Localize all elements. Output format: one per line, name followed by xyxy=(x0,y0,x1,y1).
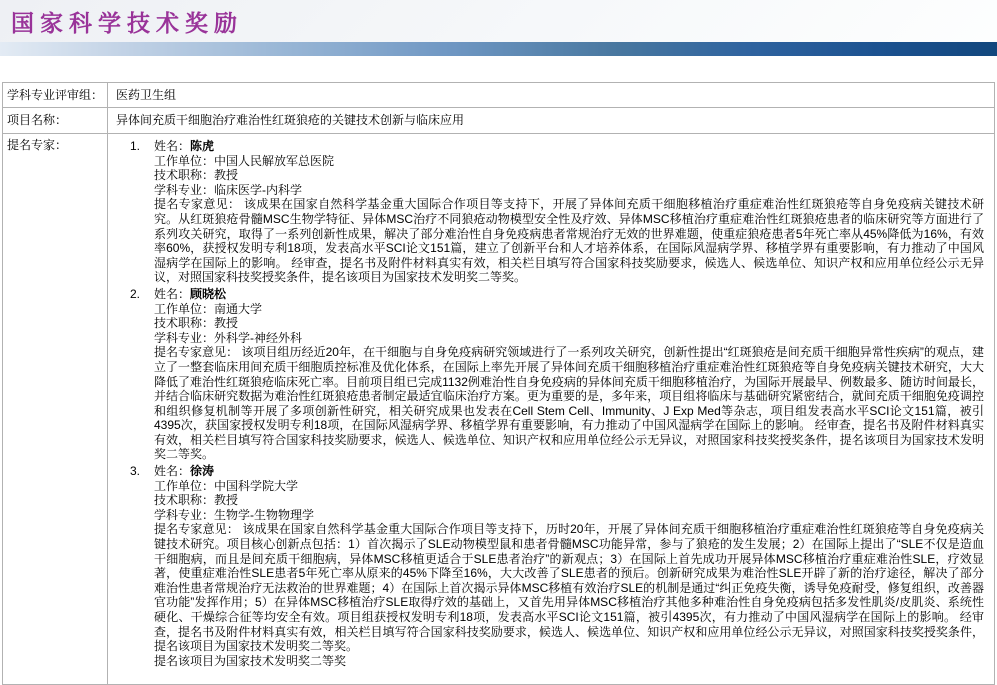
workunit-label: 工作单位： xyxy=(154,478,215,493)
expert-workunit-line xyxy=(154,154,984,169)
page-header xyxy=(0,0,997,42)
expert-major-line xyxy=(154,183,984,198)
expert-title: 教授 xyxy=(214,168,239,183)
expert-workunit-line xyxy=(154,302,984,317)
expert-body xyxy=(154,139,984,285)
expert-item-2 xyxy=(116,287,984,462)
expert-major: 外科学-神经外科 xyxy=(214,330,303,345)
opinion-label: 提名专家意见： xyxy=(154,197,241,212)
expert-workunit: 南通大学 xyxy=(214,301,263,316)
major-label: 学科专业： xyxy=(154,330,215,345)
workunit-label: 工作单位： xyxy=(154,153,215,168)
opinion-label: 提名专家意见： xyxy=(154,345,239,360)
opinion-text: 该项目组历经近20年，在干细胞与自身免疫病研究领域进行了一系列攻关研究，创新性提出“红斑狼疮是间充质干细胞异常性疾病”的观点，建立了一整套临床用间充质干细胞质控标准及优化体系，在国际上率先开展了异体间充质干细胞移植治疗重症难治性红斑狼疮等自身免疫病关键技术研究，大大降低了难治性红斑狼疮临床死亡率。目前项目组已完成1132例难治性自身免疫病的异体间充质干细胞移植治疗，为国际开展最早、例数最多、随访时间最长，并结合临床研究数据为难治性红斑狼疮患者制定最适宜临床治疗方案。更为重要的是，多年来，项目组将临床与基础研究紧密结合，就间充质干细胞免疫调控和组织修复机制等开展了多项创新性研究，相关研究成果也发表在Cell Stem Cell、Immunity、J Exp Med等杂志，项目组发表高水平SCI论文151篇，被引4395次，获国家授权发明专利18项，在国际风湿病学界、移植学界有重要影响，有力推动了中国风湿病学在国际上的影响。 经审查，提名书及附件材料真实有效，相关栏目填写符合国家科技奖励要求，候选人、候选单位、知识产权和应用单位经公示无异议，对照国家科技奖授奖条件，提名该项目为国家技术发明奖二等奖。 xyxy=(154,345,984,462)
name-label: 姓名： xyxy=(154,139,191,153)
expert-name-line xyxy=(154,287,984,302)
expert-name: 陈虎 xyxy=(190,139,215,153)
expert-name-line xyxy=(154,139,984,154)
nomination-table xyxy=(2,82,995,685)
expert-item-1 xyxy=(116,139,984,285)
expert-major: 生物学-生物物理学 xyxy=(214,507,315,522)
review-group-value: 医药卫生组 xyxy=(108,83,995,108)
expert-opinion xyxy=(154,197,984,285)
opinion-label: 提名专家意见： xyxy=(154,522,239,537)
experts-cell xyxy=(108,134,995,685)
review-group-label: 学科专业评审组： xyxy=(3,83,108,108)
experts-list xyxy=(116,139,984,668)
workunit-label: 工作单位： xyxy=(154,301,215,316)
expert-name: 顾晓松 xyxy=(190,286,227,301)
expert-workunit: 中国科学院大学 xyxy=(214,478,299,493)
expert-title: 教授 xyxy=(214,493,239,508)
experts-row xyxy=(3,134,995,685)
title-label: 技术职称： xyxy=(154,168,215,183)
major-label: 学科专业： xyxy=(154,507,215,522)
major-label: 学科专业： xyxy=(154,182,215,197)
project-name-label: 项目名称： xyxy=(3,108,108,134)
page-title: 国家科学技术奖励 xyxy=(11,9,243,36)
expert-extra-recommendation: 提名该项目为国家技术发明奖二等奖 xyxy=(154,653,347,668)
expert-title-line xyxy=(154,316,984,331)
expert-number: 2. xyxy=(130,286,141,301)
expert-workunit-line xyxy=(154,479,984,494)
expert-title-line xyxy=(154,168,984,183)
title-label: 技术职称： xyxy=(154,493,215,508)
expert-item-3 xyxy=(116,464,984,668)
expert-name: 徐涛 xyxy=(190,464,215,479)
expert-title-line xyxy=(154,493,984,508)
expert-body xyxy=(154,464,984,668)
name-label: 姓名： xyxy=(154,286,191,301)
title-label: 技术职称： xyxy=(154,316,215,331)
expert-opinion xyxy=(154,522,984,653)
project-name-value: 异体间充质干细胞治疗难治性红斑狼疮的关键技术创新与临床应用 xyxy=(108,108,995,134)
opinion-text: 该成果在国家自然科学基金重大国际合作项目等支持下，历时20年，开展了异体间充质干细胞移植治疗重症难治性红斑狼疮等自身免疫病关键技术研究。项目核心创新点包括：1）首次揭示了SLE动物模型鼠和患者骨髓MSC功能异常，参与了狼疮的发生发展；2）在国际上提出了“SLE不仅是造血干细胞病，而且是间充质干细胞病，异体MSC移植更适合于SLE患者治疗”的新观点；3）在国际上首先成功开展异体MSC移植治疗重症难治性SLE，疗效显著，使重症难治性SLE患者5年死亡率从原来的45%下降至16%，大大改善了SLE患者的预后。创新研究成果为难治性SLE开辟了新的治疗途径，解决了部分难治性患者常规治疗无法救治的世界难题；4）在国际上首次揭示异体MSC移植有效治疗SLE的机制是通过“纠正免疫失衡，诱导免疫耐受，修复组织，改善器官功能”发挥作用；5）在异体MSC移植治疗SLE取得疗效的基础上，又首先用异体MSC移植治疗其他多种难治性自身免疫病包括多发性肌炎/皮肌炎、系统性硬化、干燥综合征等均安全有效。项目组获授权发明专利18项，发表高水平SCI论文151篇，被引4395次，有力推动了中国风湿病学在国际上的影响。 经审查，提名书及附件材料真实有效，相关栏目填写符合国家科技奖励要求，候选人、候选单位、知识产权和应用单位经公示无异议，对照国家科技奖授奖条件，提名该项目为国家技术发明奖二等奖。 xyxy=(154,522,984,654)
expert-major-line xyxy=(154,331,984,346)
expert-body xyxy=(154,287,984,462)
review-group-row xyxy=(3,83,995,108)
name-label: 姓名： xyxy=(154,464,191,479)
opinion-text: 该成果在国家自然科学基金重大国际合作项目等支持下，开展了异体间充质干细胞移植治疗重症难治性红斑狼疮等自身免疫病关键技术研究。从红斑狼疮骨髓MSC生物学特征、异体MSC治疗不同狼疮动物模型安全性及疗效、异体MSC移植治疗重症难治性红斑狼疮患者的临床研究等方面进行了系列攻关研究，取得了一系列创新性成果，解决了部分难治性自身免疫病患者常规治疗无效的世界难题，使重症狼疮患者5年死亡率从45%降低为16%，有效率60%，获授权发明专利18项，发表高水平SCI论文151篇，建立了创新平台和人才培养体系，在国际风湿病学界、移植学界有重要影响，有力推动了中国风湿病学在国际上的影响。 经审查，提名书及附件材料真实有效，相关栏目填写符合国家科技奖励要求，候选人、候选单位、知识产权和应用单位经公示无异议，对照国家科技奖授奖条件，提名该项目为国家技术发明奖二等奖。 xyxy=(154,197,984,285)
header-gradient-bar xyxy=(0,42,997,56)
nomination-table-wrap xyxy=(2,82,995,685)
expert-title: 教授 xyxy=(214,316,239,331)
experts-label: 提名专家： xyxy=(3,134,108,685)
expert-major-line xyxy=(154,508,984,523)
expert-number: 1. xyxy=(130,139,141,153)
expert-workunit: 中国人民解放军总医院 xyxy=(214,153,335,168)
project-name-row xyxy=(3,108,995,134)
expert-opinion xyxy=(154,345,984,462)
expert-name-line xyxy=(154,464,984,479)
expert-major: 临床医学-内科学 xyxy=(214,182,303,197)
expert-number: 3. xyxy=(130,464,141,479)
